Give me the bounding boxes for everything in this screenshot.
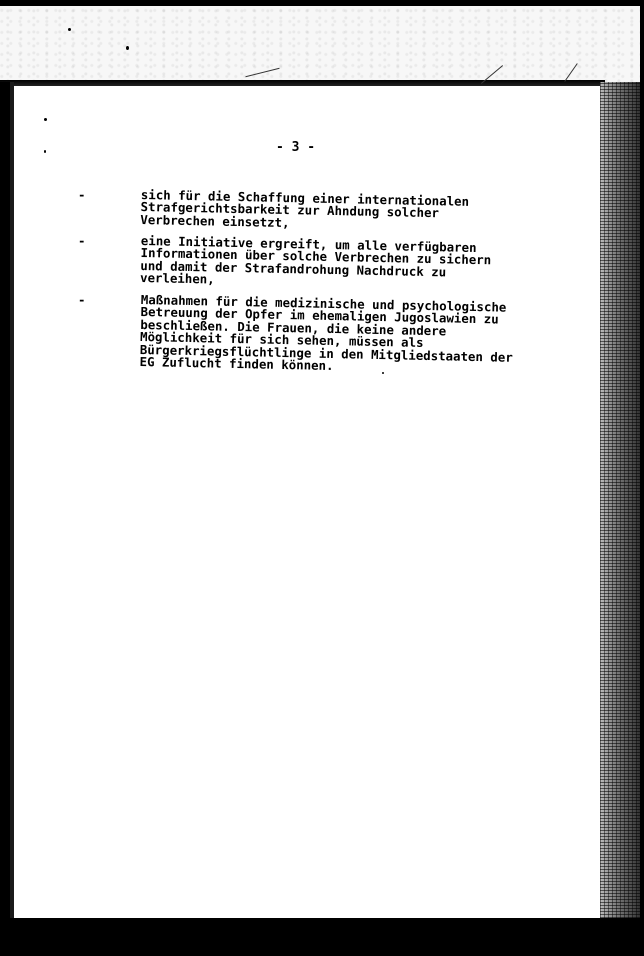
page-number: - 3 -: [276, 140, 316, 155]
scan-top-shadow: [0, 80, 605, 86]
list-item-text: eine Initiative ergreift, um alle verfügbaren Informationen über solche Verbrechen zu sichern und damit der Strafandrohung Nachdruck zu verleihen,: [139, 233, 492, 287]
scan-left-border: [0, 82, 10, 918]
scan-speck: [68, 28, 71, 31]
scan-right-border: [640, 0, 644, 956]
scan-left-border-inner: [10, 82, 14, 918]
list-bullet: -: [78, 233, 86, 248]
list-item-text: Maßnahmen für die medizinische und psychologische Betreuung der Opfer im ehemaligen Jugoslawien zu beschließen. Die Frauen, die keine andere Möglichkeit für sich sehen, müssen als Bürgerkriegsflüchtlinge in den Mitgliedstaaten der EG Zuflucht finden können.: [139, 292, 513, 374]
scan-bottom-border: [0, 918, 644, 956]
scan-speck: [44, 150, 46, 153]
scan-speck: [44, 118, 47, 121]
scan-top-border: [0, 0, 644, 6]
scan-right-edge-noise: [600, 82, 644, 918]
list-bullet: -: [78, 292, 86, 307]
scan-top-strip: [0, 6, 644, 82]
list-bullet: -: [78, 187, 86, 202]
list-item-text: sich für die Schaffung einer internationalen Strafgerichtsbarkeit zur Ahndung solcher Verbrechen einsetzt,: [140, 187, 470, 230]
scan-speck: [126, 46, 129, 50]
